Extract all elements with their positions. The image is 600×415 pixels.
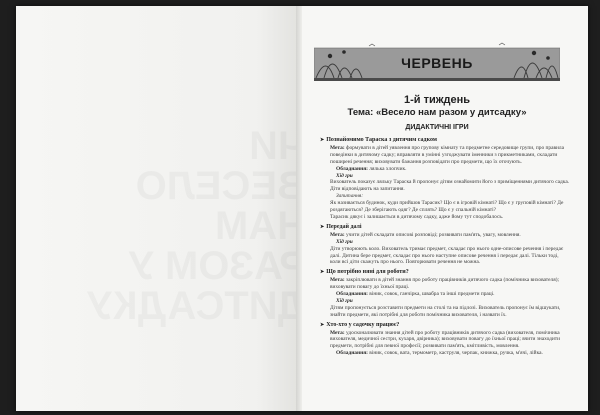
game-item [320, 224, 570, 266]
equipment-label: Обладнання: [336, 165, 368, 172]
meta-label: Мета: [330, 144, 345, 151]
game-title: ➤ Хто-хто у садочку працює? [320, 321, 400, 328]
game-title: ➤ Що потрібно няні для роботи? [320, 269, 409, 276]
game-body: Дітям пропонується розставити предмети на столі та на підлозі. Вихователь пропонує їм відшукати, знайти предмети, які потрібні для роботи помічника вихователя, і назвати їх. [330, 304, 561, 318]
equipment-label: Обладнання: [336, 291, 368, 298]
equipment-text: віник, совок, ганчірка, швабра та інші предмети праці. [369, 291, 495, 298]
arrow-icon: ➤ [320, 138, 325, 143]
section-heading: ДИДАКТИЧНІ ІГРИ [405, 124, 469, 131]
game-title: ➤ Передай далі [320, 223, 362, 230]
theme-heading: Тема: «Весело нам разом у дитсадку» [347, 107, 527, 118]
game-body: Вихователь показує ляльку Тараска й пропонує дітям ознайомити його з приміщеннями дитячого садка. Діти відповідають на запитання. [330, 179, 570, 193]
meta-label: Мета: [330, 329, 345, 336]
arrow-icon: ➤ [320, 322, 325, 328]
right-page [302, 6, 588, 411]
arrow-icon: ➤ [320, 224, 325, 230]
meta-label: Мета: [330, 277, 345, 284]
game-item [320, 137, 570, 221]
game-body: Як називається будинок, куди прийшов Тарасик? Що є в ігровій кімнаті? Що є у груповій кімнаті? Де роздягаються? Де зберігають одяг? Де сплять? Що є у спальній кімнаті? [330, 200, 564, 214]
meta-text: формувати в дітей уявлення про групову кімнату та предметне середовище групи, про правила поведінки в дитячому садку; вправляти в умінні узгоджувати іменники з прикметниками, складати поширені речення; виховувати бажання розповідати про предмети, що їх оточують. [330, 144, 564, 165]
game-item [320, 322, 570, 358]
game-body: Діти утворюють коло. Вихователь тримає предмет, складає про нього одне-описове речення і передає далі. Дитина бере предмет, складає про нього наступне описове речення і передає далі. Тільки тоді, коли всі діти скажуть про нього. Повторювати речення не можна. [330, 245, 564, 266]
equipment-text: віник, совок, вата, термометр, каструля, черпак, книжка, ручка, м'ячі, лійка. [369, 350, 543, 357]
meta-text: учити дітей складати описові розповіді; розвивати пам'ять, увагу, мовлення. [345, 231, 521, 238]
month-title: ЧЕРВЕНЬ [401, 55, 473, 71]
week-heading: 1-й тиждень [403, 94, 471, 106]
course-heading: Хід гри [336, 238, 353, 245]
course-heading: Хід гри [336, 297, 353, 304]
meta-label: Мета: [330, 231, 345, 238]
meta-text: удосконалювати знання дітей про роботу працівників дитячого садка (вихователя, помічника вихователя, медичної сестри, кухаря, двірника); виховувати повагу до їхньої праці; вчити знаходити предмети, потрібні для певної професії; розвивати пам'ять, кмітливість, мовлення. [330, 329, 561, 350]
arrow-icon: ➤ [320, 270, 325, 276]
open-book [16, 6, 588, 411]
game-body: Тарасик дякує і залишається в дитячому садку, адже йому тут сподобалось. [330, 213, 504, 220]
game-item [320, 269, 570, 318]
course-heading: Хід гри [336, 172, 353, 179]
equipment-label: Обладнання: [336, 350, 368, 357]
bleed-through-text [126, 126, 306, 326]
meta-text: закріплювати в дітей знання про роботу працівників дитячого садка (помічника вихователя); виховувати повагу до їхньої праці. [330, 277, 560, 291]
left-page [16, 6, 299, 411]
equipment-text: лялька хлопчик. [369, 165, 407, 172]
game-title: ➤ Познайомимо Тараска з дитячим садком [320, 137, 437, 143]
games-content [320, 134, 570, 357]
month-banner [314, 40, 560, 88]
game-body: Запитання: [336, 193, 364, 200]
